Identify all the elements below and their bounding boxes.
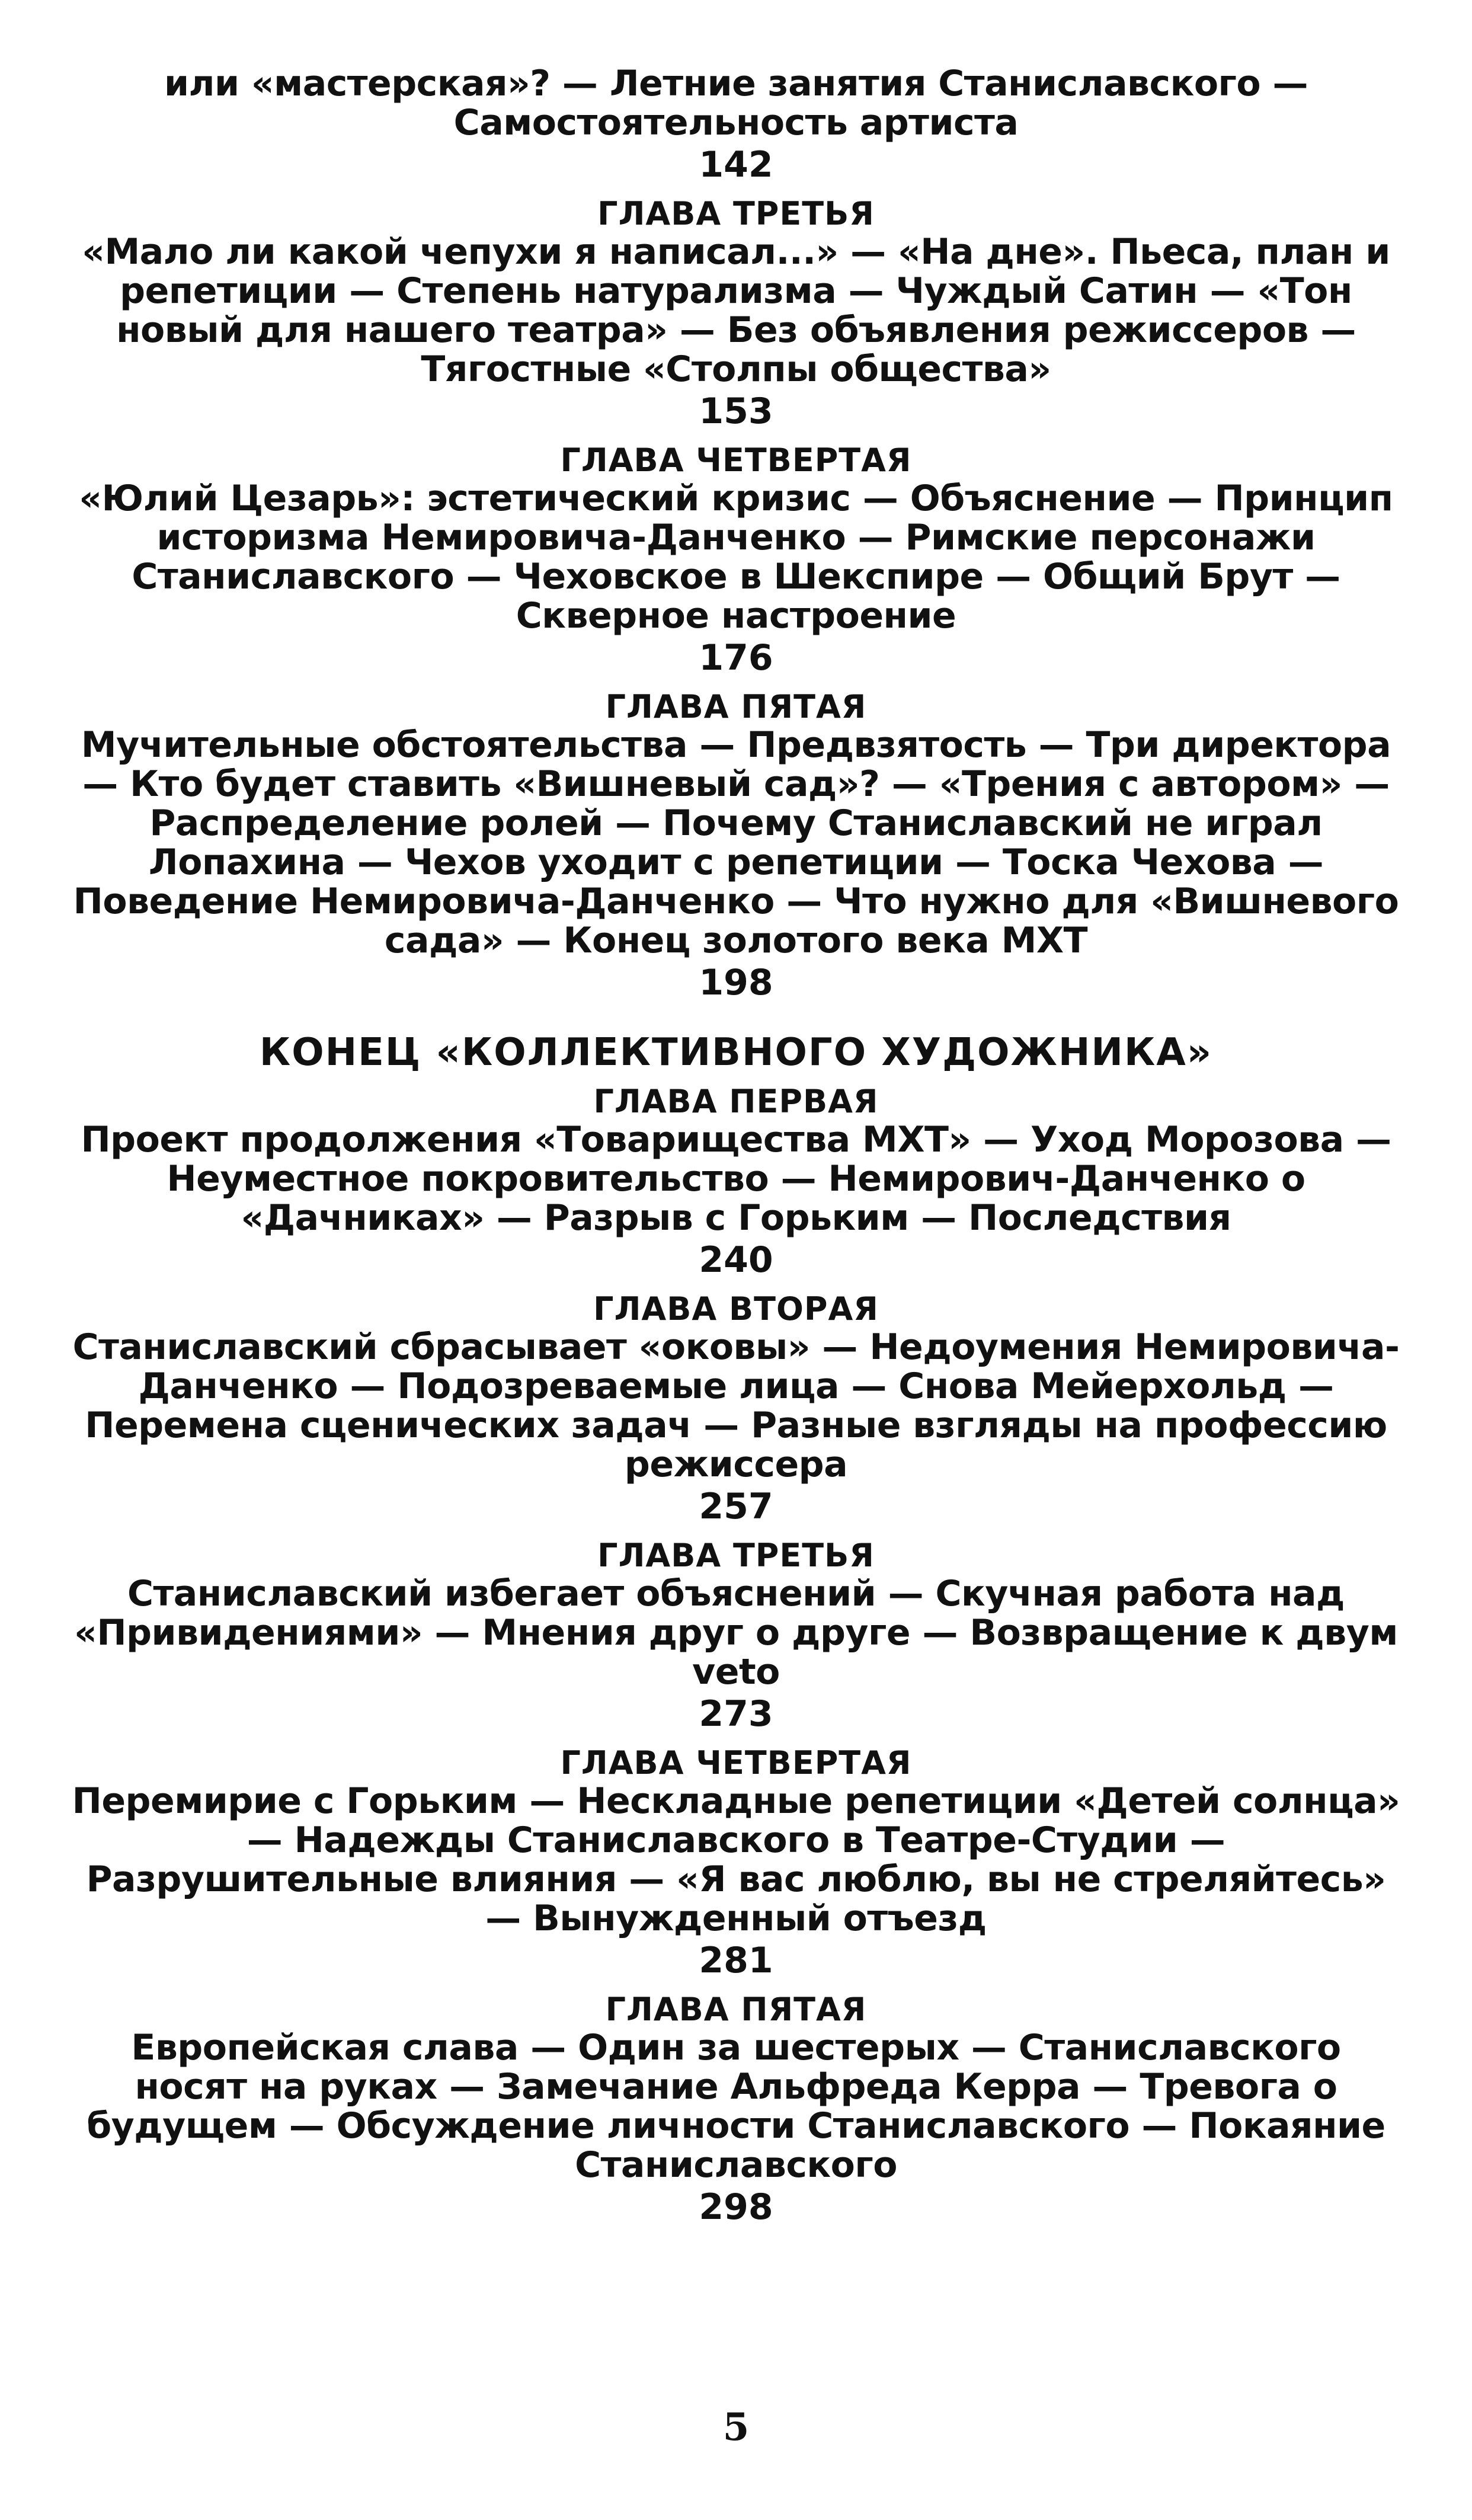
chapter-page-number: 240 <box>699 1239 773 1281</box>
chapter-page-number: 257 <box>699 1486 773 1527</box>
toc-entry <box>71 196 1401 431</box>
chapter-description: Европейская слава — Один за шестерых — Станиславского носят на руках — Замечание Альфреда Керра — Тревога о будущем — Обсуждение личности Станиславского — Покаяние Станиславского <box>87 2027 1385 2186</box>
chapter-description: Станиславский сбрасывает «оковы» — Недоумения Немировича-Данченко — Подозреваемые лица — Снова Мейерхольд — Перемена сценических задач — Разные взгляды на профессию режиссера <box>72 1326 1400 1485</box>
chapter-description: «Мало ли какой чепухи я написал...» — «На дне». Пьеса, план и репетиции — Степень натурализма — Чуждый Сатин — «Тон новый для нашего театра» — Без объявления режиссеров — Тягостные «Столпы общества» <box>82 231 1390 390</box>
chapter-page-number: 153 <box>699 391 773 432</box>
toc-entry <box>71 442 1401 678</box>
chapter-page-number: 198 <box>699 962 773 1003</box>
part-title: КОНЕЦ «КОЛЛЕКТИВНОГО ХУДОЖНИКА» <box>259 1031 1213 1074</box>
toc-entry <box>71 1537 1401 1734</box>
toc-entry <box>71 1745 1401 1981</box>
chapter-description: Перемирие с Горьким — Нескладные репетиции «Детей солнца» — Надежды Станиславского в Театре-Студии — Разрушительные влияния — «Я вас люблю, вы не стреляйтесь» — Вынужденный отъезд <box>72 1780 1400 1939</box>
chapter-page-number: 142 <box>699 144 773 186</box>
chapter-title: ГЛАВА ТРЕТЬЯ <box>597 1537 875 1574</box>
chapter-description: Мучительные обстоятельства — Предвзятость — Три директора — Кто будет ставить «Вишневый сад»? — «Трения с автором» — Распределение ролей — Почему Станиславский не играл Лопахина — Чехов уходит с репетиции — Тоска Чехова — Поведение Немировича-Данченко — Что нужно для «Вишневого сада» — Конец золотого века МХТ <box>73 724 1399 961</box>
chapter-description: «Юлий Цезарь»: эстетический кризис — Объяснение — Принцип историзма Немировича-Данченко — Римские персонажи Станиславского — Чеховское в Шекспире — Общий Брут — Скверное настроение <box>79 478 1393 637</box>
chapter-page-number: 176 <box>699 637 773 679</box>
chapter-page-number: 298 <box>699 2186 773 2228</box>
chapter-page-number: 281 <box>699 1940 773 1981</box>
table-of-contents <box>71 64 1401 2238</box>
chapter-title: ГЛАВА ТРЕТЬЯ <box>597 195 875 232</box>
chapter-title: ГЛАВА ВТОРАЯ <box>593 1290 879 1328</box>
chapter-title: ГЛАВА ЧЕТВЕРТАЯ <box>560 1744 912 1782</box>
chapter-title: ГЛАВА ПЕРВАЯ <box>593 1083 879 1120</box>
page-folio-number: 5 <box>722 2405 750 2449</box>
chapter-page-number: 273 <box>699 1693 773 1735</box>
chapter-description: или «мастерская»? — Летние занятия Станиславского — Самостоятельность артиста <box>164 63 1308 143</box>
chapter-description: Проект продолжения «Товарищества МХТ» — Уход Морозова — Неуместное покровительство — Немирович-Данченко о «Дачниках» — Разрыв с Горьким — Последствия <box>81 1119 1391 1239</box>
chapter-title: ГЛАВА ЧЕТВЕРТАЯ <box>560 442 912 479</box>
chapter-title: ГЛАВА ПЯТАЯ <box>605 688 867 725</box>
toc-entry <box>71 1291 1401 1527</box>
toc-entry <box>71 1083 1401 1280</box>
chapter-title: ГЛАВА ПЯТАЯ <box>605 1991 867 2028</box>
chapter-description: Станиславский избегает объяснений — Скучная работа над «Привидениями» — Мнения друг о друге — Возвращение к двум veto <box>74 1573 1398 1693</box>
toc-entry <box>71 689 1401 1003</box>
toc-entry <box>71 1991 1401 2227</box>
